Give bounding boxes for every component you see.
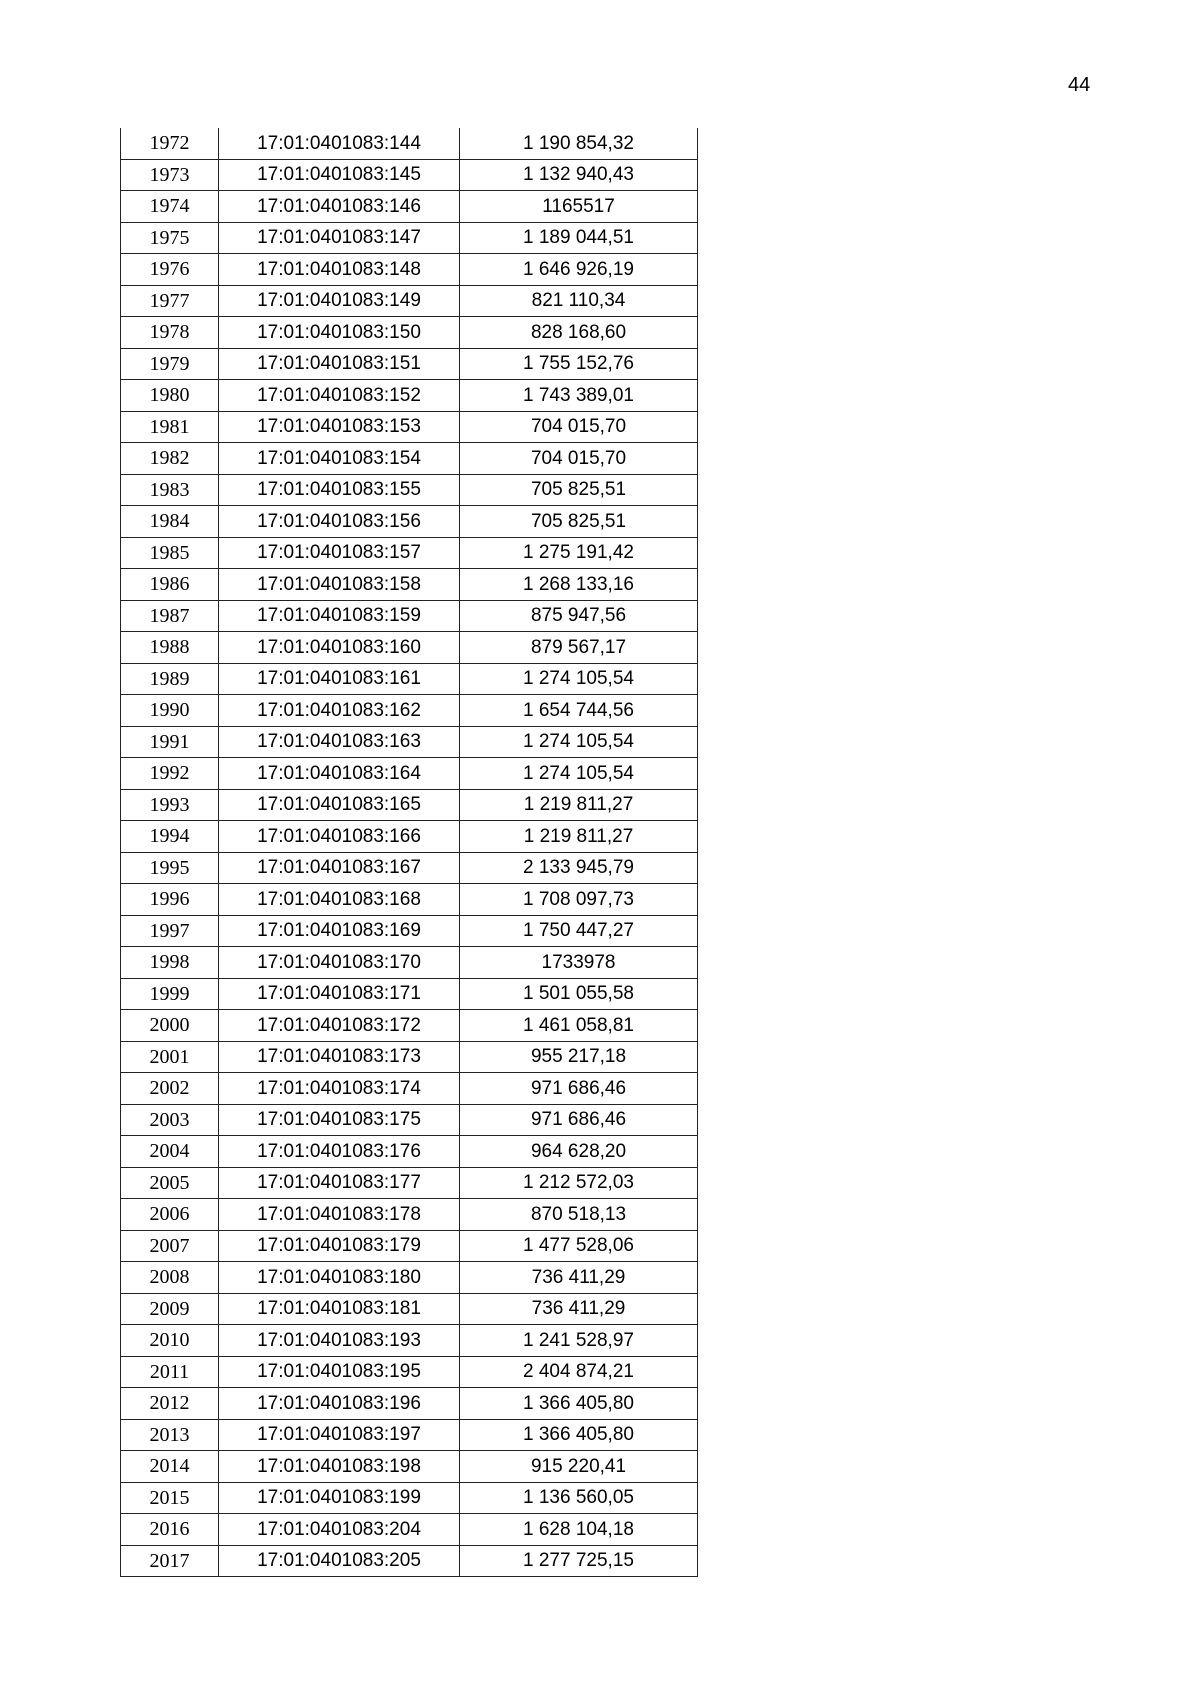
row-number-cell: 2014 (121, 1451, 219, 1483)
table-row (121, 632, 698, 664)
cadastral-number-cell: 17:01:0401083:197 (219, 1419, 460, 1451)
cadastral-number-cell: 17:01:0401083:152 (219, 380, 460, 412)
row-number-cell: 2001 (121, 1041, 219, 1073)
cadastral-number-cell: 17:01:0401083:168 (219, 884, 460, 916)
cadastral-value-cell: 1 743 389,01 (460, 380, 698, 412)
row-number-cell: 1980 (121, 380, 219, 412)
table-row (121, 380, 698, 412)
table-row (121, 1230, 698, 1262)
table-row (121, 348, 698, 380)
table-row (121, 1073, 698, 1105)
cadastral-value-cell: 2 404 874,21 (460, 1356, 698, 1388)
cadastral-number-cell: 17:01:0401083:147 (219, 222, 460, 254)
row-number-cell: 1977 (121, 285, 219, 317)
cadastral-value-cell: 1 366 405,80 (460, 1419, 698, 1451)
cadastral-number-cell: 17:01:0401083:165 (219, 789, 460, 821)
cadastral-value-cell: 705 825,51 (460, 506, 698, 538)
cadastral-number-cell: 17:01:0401083:146 (219, 191, 460, 223)
table-row (121, 474, 698, 506)
table-row (121, 915, 698, 947)
row-number-cell: 2010 (121, 1325, 219, 1357)
row-number-cell: 1990 (121, 695, 219, 727)
table-row (121, 537, 698, 569)
cadastral-number-cell: 17:01:0401083:164 (219, 758, 460, 790)
cadastral-number-cell: 17:01:0401083:173 (219, 1041, 460, 1073)
row-number-cell: 2016 (121, 1514, 219, 1546)
cadastral-value-table (120, 128, 698, 1577)
cadastral-number-cell: 17:01:0401083:153 (219, 411, 460, 443)
cadastral-value-cell: 828 168,60 (460, 317, 698, 349)
row-number-cell: 2009 (121, 1293, 219, 1325)
cadastral-value-cell: 971 686,46 (460, 1073, 698, 1105)
table-row (121, 1293, 698, 1325)
cadastral-number-cell: 17:01:0401083:155 (219, 474, 460, 506)
cadastral-value-cell: 1 501 055,58 (460, 978, 698, 1010)
cadastral-value-cell: 1 190 854,32 (460, 128, 698, 159)
row-number-cell: 1972 (121, 128, 219, 159)
cadastral-value-cell: 736 411,29 (460, 1293, 698, 1325)
row-number-cell: 1979 (121, 348, 219, 380)
row-number-cell: 1989 (121, 663, 219, 695)
table-row (121, 978, 698, 1010)
row-number-cell: 1995 (121, 852, 219, 884)
cadastral-number-cell: 17:01:0401083:204 (219, 1514, 460, 1546)
cadastral-number-cell: 17:01:0401083:150 (219, 317, 460, 349)
cadastral-value-cell: 879 567,17 (460, 632, 698, 664)
cadastral-value-cell: 875 947,56 (460, 600, 698, 632)
row-number-cell: 2000 (121, 1010, 219, 1042)
row-number-cell: 1992 (121, 758, 219, 790)
table-row (121, 1388, 698, 1420)
cadastral-number-cell: 17:01:0401083:163 (219, 726, 460, 758)
cadastral-value-cell: 1 212 572,03 (460, 1167, 698, 1199)
cadastral-number-cell: 17:01:0401083:156 (219, 506, 460, 538)
cadastral-value-cell: 1 132 940,43 (460, 159, 698, 191)
row-number-cell: 1982 (121, 443, 219, 475)
cadastral-number-cell: 17:01:0401083:195 (219, 1356, 460, 1388)
table-row (121, 1451, 698, 1483)
cadastral-number-cell: 17:01:0401083:166 (219, 821, 460, 853)
cadastral-number-cell: 17:01:0401083:161 (219, 663, 460, 695)
table-row (121, 1482, 698, 1514)
row-number-cell: 1999 (121, 978, 219, 1010)
table-row (121, 1545, 698, 1577)
row-number-cell: 1991 (121, 726, 219, 758)
row-number-cell: 1986 (121, 569, 219, 601)
cadastral-number-cell: 17:01:0401083:154 (219, 443, 460, 475)
cadastral-value-cell: 915 220,41 (460, 1451, 698, 1483)
table-row (121, 663, 698, 695)
row-number-cell: 2008 (121, 1262, 219, 1294)
cadastral-number-cell: 17:01:0401083:181 (219, 1293, 460, 1325)
cadastral-value-cell: 1 646 926,19 (460, 254, 698, 286)
table-row (121, 285, 698, 317)
cadastral-value-cell: 964 628,20 (460, 1136, 698, 1168)
row-number-cell: 2017 (121, 1545, 219, 1577)
cadastral-number-cell: 17:01:0401083:151 (219, 348, 460, 380)
cadastral-value-cell: 1 275 191,42 (460, 537, 698, 569)
table-row (121, 317, 698, 349)
row-number-cell: 1997 (121, 915, 219, 947)
cadastral-number-cell: 17:01:0401083:177 (219, 1167, 460, 1199)
table-row (121, 821, 698, 853)
cadastral-value-cell: 704 015,70 (460, 411, 698, 443)
table-row (121, 506, 698, 538)
row-number-cell: 1973 (121, 159, 219, 191)
cadastral-number-cell: 17:01:0401083:149 (219, 285, 460, 317)
cadastral-value-cell: 1 274 105,54 (460, 663, 698, 695)
table-row (121, 222, 698, 254)
table-row (121, 1136, 698, 1168)
table-row (121, 159, 698, 191)
table-row (121, 789, 698, 821)
cadastral-value-cell: 736 411,29 (460, 1262, 698, 1294)
cadastral-number-cell: 17:01:0401083:199 (219, 1482, 460, 1514)
table-row (121, 1325, 698, 1357)
row-number-cell: 1975 (121, 222, 219, 254)
row-number-cell: 2003 (121, 1104, 219, 1136)
cadastral-number-cell: 17:01:0401083:180 (219, 1262, 460, 1294)
table-row (121, 947, 698, 979)
table-row (121, 852, 698, 884)
row-number-cell: 2005 (121, 1167, 219, 1199)
row-number-cell: 2012 (121, 1388, 219, 1420)
cadastral-number-cell: 17:01:0401083:205 (219, 1545, 460, 1577)
cadastral-number-cell: 17:01:0401083:157 (219, 537, 460, 569)
row-number-cell: 1974 (121, 191, 219, 223)
cadastral-value-cell: 1 274 105,54 (460, 758, 698, 790)
table-row (121, 411, 698, 443)
table-row (121, 1104, 698, 1136)
cadastral-value-cell: 1 708 097,73 (460, 884, 698, 916)
table-row (121, 1199, 698, 1231)
cadastral-number-cell: 17:01:0401083:144 (219, 128, 460, 159)
table-row (121, 1419, 698, 1451)
row-number-cell: 1981 (121, 411, 219, 443)
cadastral-value-cell: 1 755 152,76 (460, 348, 698, 380)
table-row (121, 1167, 698, 1199)
row-number-cell: 2011 (121, 1356, 219, 1388)
row-number-cell: 1978 (121, 317, 219, 349)
cadastral-value-cell: 955 217,18 (460, 1041, 698, 1073)
cadastral-number-cell: 17:01:0401083:193 (219, 1325, 460, 1357)
row-number-cell: 1985 (121, 537, 219, 569)
cadastral-value-cell: 1733978 (460, 947, 698, 979)
table-row (121, 1262, 698, 1294)
cadastral-value-cell: 1165517 (460, 191, 698, 223)
row-number-cell: 1984 (121, 506, 219, 538)
row-number-cell: 2006 (121, 1199, 219, 1231)
cadastral-number-cell: 17:01:0401083:171 (219, 978, 460, 1010)
table-row (121, 695, 698, 727)
cadastral-number-cell: 17:01:0401083:175 (219, 1104, 460, 1136)
cadastral-value-cell: 821 110,34 (460, 285, 698, 317)
table-row (121, 1514, 698, 1546)
row-number-cell: 2004 (121, 1136, 219, 1168)
cadastral-number-cell: 17:01:0401083:145 (219, 159, 460, 191)
table-row (121, 884, 698, 916)
cadastral-value-cell: 1 241 528,97 (460, 1325, 698, 1357)
cadastral-value-cell: 971 686,46 (460, 1104, 698, 1136)
table-row (121, 443, 698, 475)
row-number-cell: 1993 (121, 789, 219, 821)
table-row (121, 569, 698, 601)
page-number: 44 (1068, 74, 1091, 96)
table-row (121, 1356, 698, 1388)
cadastral-value-cell: 705 825,51 (460, 474, 698, 506)
cadastral-number-cell: 17:01:0401083:162 (219, 695, 460, 727)
table-row (121, 1010, 698, 1042)
cadastral-value-cell: 1 189 044,51 (460, 222, 698, 254)
table-row (121, 128, 698, 159)
cadastral-number-cell: 17:01:0401083:196 (219, 1388, 460, 1420)
table-row (121, 1041, 698, 1073)
cadastral-number-cell: 17:01:0401083:176 (219, 1136, 460, 1168)
row-number-cell: 1996 (121, 884, 219, 916)
row-number-cell: 1983 (121, 474, 219, 506)
cadastral-value-cell: 1 750 447,27 (460, 915, 698, 947)
cadastral-value-cell: 1 461 058,81 (460, 1010, 698, 1042)
row-number-cell: 1994 (121, 821, 219, 853)
row-number-cell: 2013 (121, 1419, 219, 1451)
cadastral-number-cell: 17:01:0401083:148 (219, 254, 460, 286)
cadastral-value-cell: 704 015,70 (460, 443, 698, 475)
cadastral-value-cell: 1 136 560,05 (460, 1482, 698, 1514)
cadastral-number-cell: 17:01:0401083:158 (219, 569, 460, 601)
cadastral-value-cell: 1 274 105,54 (460, 726, 698, 758)
row-number-cell: 1987 (121, 600, 219, 632)
table-row (121, 758, 698, 790)
cadastral-number-cell: 17:01:0401083:169 (219, 915, 460, 947)
cadastral-value-cell: 870 518,13 (460, 1199, 698, 1231)
cadastral-number-cell: 17:01:0401083:179 (219, 1230, 460, 1262)
row-number-cell: 2015 (121, 1482, 219, 1514)
cadastral-value-cell: 1 628 104,18 (460, 1514, 698, 1546)
cadastral-number-cell: 17:01:0401083:178 (219, 1199, 460, 1231)
cadastral-number-cell: 17:01:0401083:160 (219, 632, 460, 664)
row-number-cell: 2007 (121, 1230, 219, 1262)
cadastral-value-cell: 1 268 133,16 (460, 569, 698, 601)
cadastral-number-cell: 17:01:0401083:174 (219, 1073, 460, 1105)
cadastral-value-cell: 1 366 405,80 (460, 1388, 698, 1420)
cadastral-value-cell: 1 654 744,56 (460, 695, 698, 727)
cadastral-value-cell: 1 219 811,27 (460, 821, 698, 853)
row-number-cell: 1988 (121, 632, 219, 664)
cadastral-number-cell: 17:01:0401083:172 (219, 1010, 460, 1042)
cadastral-value-cell: 1 277 725,15 (460, 1545, 698, 1577)
table-body (121, 128, 698, 1577)
cadastral-value-cell: 1 219 811,27 (460, 789, 698, 821)
table-row (121, 191, 698, 223)
table-row (121, 254, 698, 286)
cadastral-number-cell: 17:01:0401083:170 (219, 947, 460, 979)
table-row (121, 600, 698, 632)
table-row (121, 726, 698, 758)
cadastral-number-cell: 17:01:0401083:167 (219, 852, 460, 884)
row-number-cell: 1998 (121, 947, 219, 979)
row-number-cell: 1976 (121, 254, 219, 286)
cadastral-value-cell: 2 133 945,79 (460, 852, 698, 884)
cadastral-number-cell: 17:01:0401083:198 (219, 1451, 460, 1483)
cadastral-number-cell: 17:01:0401083:159 (219, 600, 460, 632)
cadastral-value-cell: 1 477 528,06 (460, 1230, 698, 1262)
row-number-cell: 2002 (121, 1073, 219, 1105)
